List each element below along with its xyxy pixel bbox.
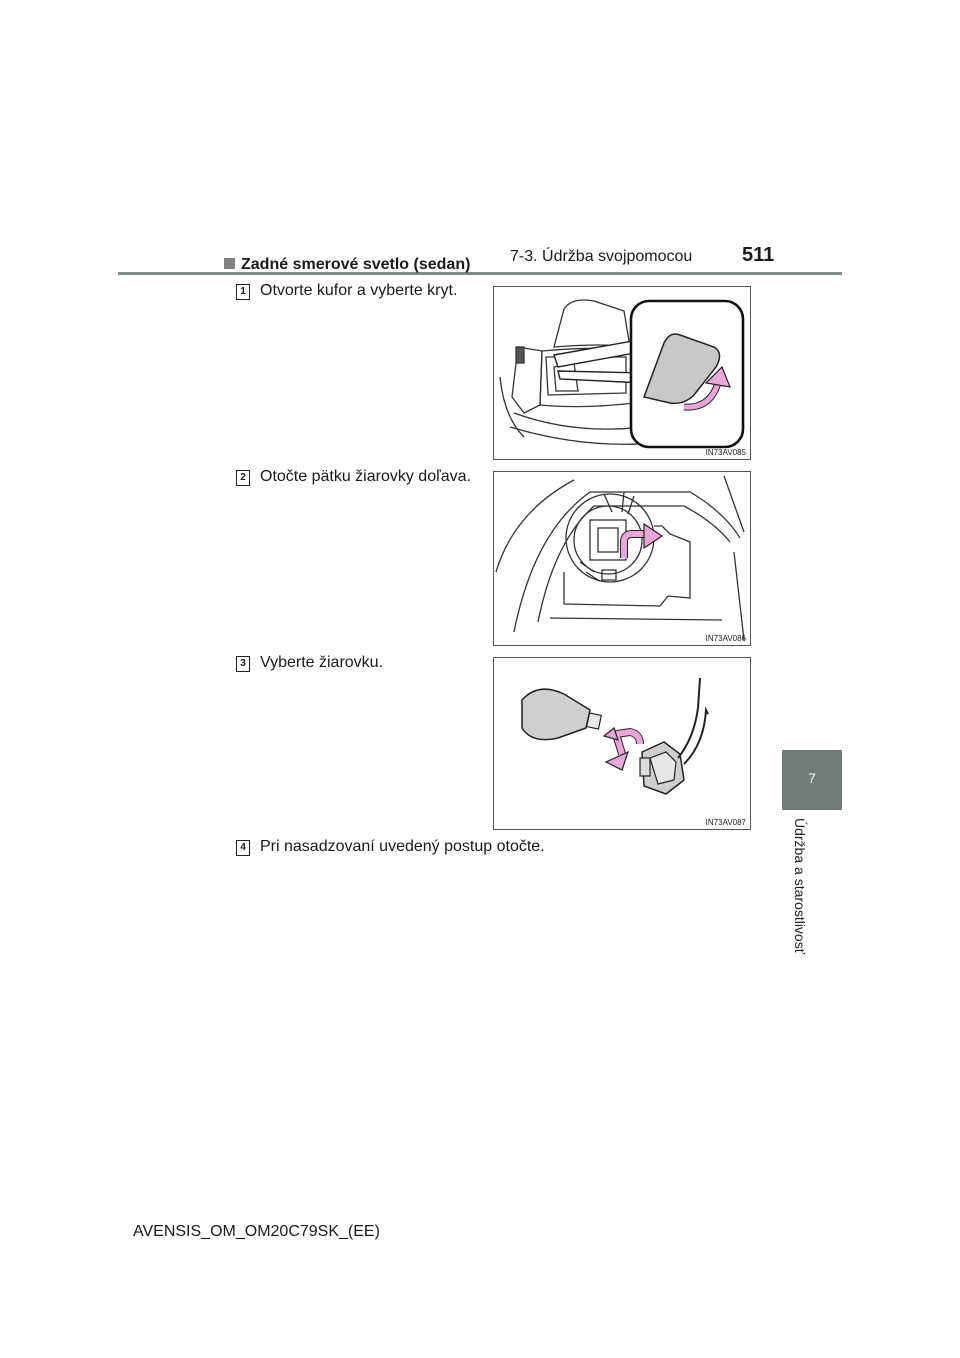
- header-section-title: 7-3. Údržba svojpomocou: [510, 248, 693, 265]
- chapter-tab: [782, 750, 842, 810]
- section-heading: [224, 256, 470, 274]
- step-text-3: Vyberte žiarovku.: [260, 654, 384, 671]
- figure-bulb-socket: [493, 471, 751, 646]
- figure-code-1: IN73AV085: [705, 448, 746, 457]
- step-number-3: 3: [236, 656, 250, 672]
- trunk-cover-illustration: [494, 287, 750, 459]
- step-text-4: Pri nasadzovaní uvedený postup otočte.: [260, 838, 545, 855]
- bulb-socket-illustration: [494, 472, 750, 645]
- chapter-number: 7: [808, 770, 816, 786]
- page-number: 511: [742, 244, 775, 266]
- figure-trunk-cover: [493, 286, 751, 460]
- footer-document-code: AVENSIS_OM_OM20C79SK_(EE): [133, 1223, 380, 1240]
- figure-code-2: IN73AV086: [705, 634, 746, 643]
- step-number-2: 2: [236, 470, 250, 486]
- heading-square-icon: [224, 258, 235, 269]
- figure-code-3: IN73AV087: [705, 818, 746, 827]
- step-text-2: Otočte pätku žiarovky doľava.: [260, 468, 471, 485]
- chapter-label: Údržba a starostlivosť: [792, 818, 808, 954]
- figure-bulb-removal: [493, 657, 751, 830]
- step-number-1: 1: [236, 284, 250, 300]
- section-heading-text: Zadné smerové svetlo (sedan): [241, 256, 471, 273]
- step-text-1: Otvorte kufor a vyberte kryt.: [260, 282, 458, 299]
- step-number-4: 4: [236, 840, 250, 856]
- bulb-removal-illustration: [494, 658, 750, 829]
